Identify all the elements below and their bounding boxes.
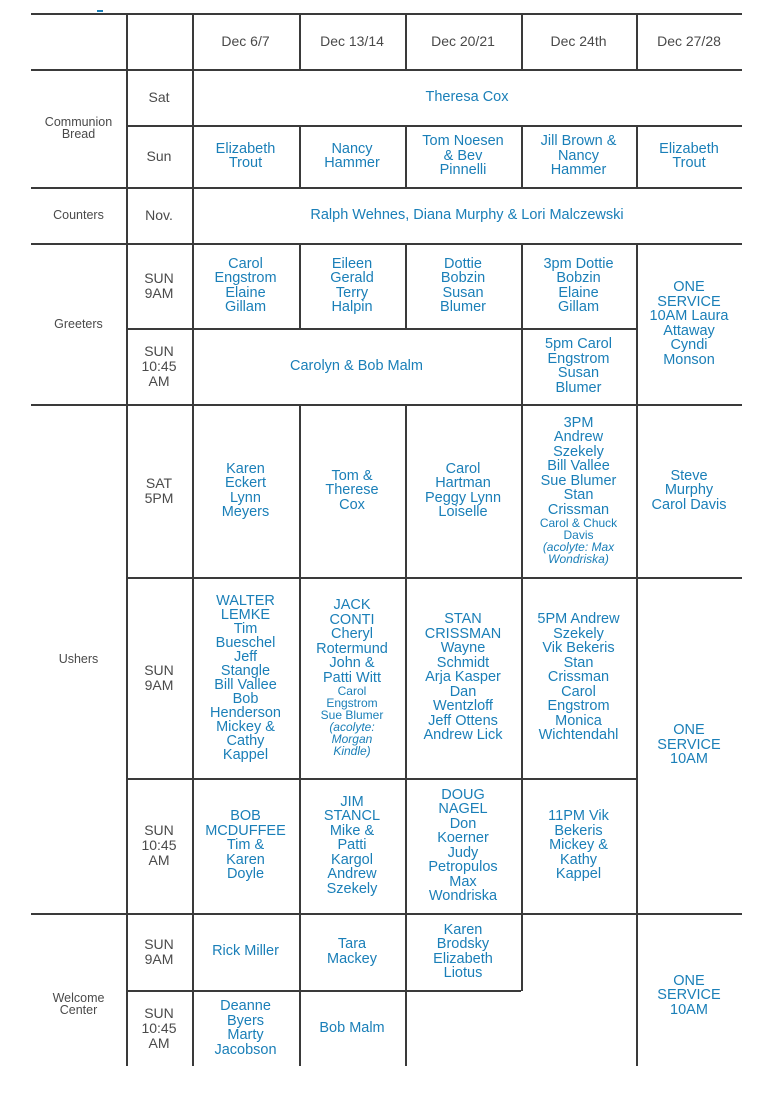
slot-greeters-sun1045: SUN 10:45 AM [141, 342, 177, 389]
role-counters: Counters [53, 208, 104, 222]
corner-mark [97, 10, 103, 12]
ushers-sat5-cell: Steve Murphy Carol Davis [651, 467, 727, 513]
slot-ushers-sun9: SUN 9AM [144, 661, 174, 693]
welcome-one-service-cell: ONE SERVICE 10AM [657, 972, 721, 1018]
ushers-sun1045-cell: BOB MCDUFFEE Tim & Karen Doyle [205, 808, 286, 883]
greeters-sun1045-dec24-cell: 5pm Carol Engstrom Susan Blumer [545, 336, 612, 396]
communion-sun-cell: Tom Noesen & Bev Pinnelli [422, 133, 504, 179]
communion-sun-cell: Elizabeth Trout [659, 140, 719, 171]
role-welcome-center: Welcome Center [52, 991, 105, 1017]
ushers-sun1045-cell: 11PM Vik Bekeris Mickey & Kathy Kappel [548, 808, 609, 883]
ushers-sun9-dec13-main: JACK CONTI Cheryl Rotermund John & Patti Witt [316, 597, 388, 686]
communion-sun-cell: Elizabeth Trout [215, 140, 276, 171]
ushers-sun9-cell: STAN CRISSMAN Wayne Schmidt Arja Kasper Dan Wentzloff Jeff Ottens Andrew Lick [423, 611, 503, 744]
slot-ushers-sun1045: SUN 10:45 AM [141, 822, 177, 868]
slot-greeters-sun9: SUN 9AM [144, 269, 174, 301]
ushers-sat5-dec24-acolyte: (acolyte: Max Wondriska) [542, 540, 615, 567]
welcome-sun9-cell: Karen Brodsky Elizabeth Liotus [433, 921, 493, 981]
role-ushers: Ushers [58, 651, 99, 666]
greeters-sun9-cell: Eileen Gerald Terry Halpin [330, 255, 374, 315]
ushers-sun1045-cell: JIM STANCL Mike & Patti Kargol Andrew Szekely [323, 793, 381, 897]
greeters-one-service-cell: ONE SERVICE 10AM Laura Attaway Cyndi Monson [649, 279, 729, 368]
ushers-sat5-dec24-main: 3PM Andrew Szekely Bill Vallee Sue Blumer Stan Crissman [540, 414, 617, 518]
welcome-sun1045-cell: Deanne Byers Marty Jacobson [214, 998, 277, 1058]
column-header-dec13: Dec 13/14 [320, 33, 384, 49]
slot-ushers-sat5: SAT 5PM [144, 474, 174, 506]
greeters-sun9-cell: Dottie Bobzin Susan Blumer [440, 255, 486, 315]
welcome-sun9-cell: Tara Mackey [327, 936, 377, 967]
ushers-sun9-dec13-acolyte: (acolyte: Morgan Kindle) [329, 720, 375, 758]
ushers-one-service-cell: ONE SERVICE 10AM [657, 722, 721, 768]
communion-sun-cell: Jill Brown & Nancy Hammer [540, 133, 617, 179]
column-header-dec6: Dec 6/7 [221, 33, 270, 49]
column-header-dec24: Dec 24th [550, 33, 607, 49]
ushers-sun1045-cell: DOUG NAGEL Don Koerner Judy Petropulos Max Wondriska [428, 786, 498, 904]
communion-sat-cell: Theresa Cox [425, 88, 509, 105]
col-divider [521, 913, 523, 991]
greeters-sun9-cell: 3pm Dottie Bobzin Elaine Gillam [543, 255, 614, 315]
ushers-sun9-cell: WALTER LEMKE Tim Bueschel Jeff Stangle Bill Vallee Bob Henderson Mickey & Cathy Kappel [210, 592, 281, 763]
welcome-sun1045-cell: Bob Malm [319, 1019, 385, 1036]
column-header-dec20: Dec 20/21 [431, 33, 495, 49]
greeters-sun9-cell: Carol Engstrom Elaine Gillam [214, 255, 277, 315]
role-communion-bread: Communion Bread [44, 115, 113, 141]
ushers-sun9-cell: 5PM Andrew Szekely Vik Bekeris Stan Crissman Carol Engstrom Monica Wichtendahl [537, 611, 620, 744]
role-greeters: Greeters [54, 316, 103, 331]
greeters-sun1045-span-cell: Carolyn & Bob Malm [290, 357, 423, 374]
ushers-sat5-cell: Karen Eckert Lynn Meyers [221, 460, 270, 520]
ushers-sat5-dec24-cell [521, 404, 636, 577]
slot-sun: Sun [146, 147, 172, 164]
ushers-sun9-dec13-cell [299, 577, 405, 778]
welcome-sun9-cell: Rick Miller [212, 943, 279, 960]
slot-sat: Sat [148, 88, 170, 105]
counters-cell: Ralph Wehnes, Diana Murphy & Lori Malczewski [310, 206, 624, 223]
ushers-sun9-dec13-small: Carol Engstrom Sue Blumer [320, 684, 384, 722]
column-header-dec27: Dec 27/28 [657, 33, 721, 49]
slot-welcome-sun9: SUN 9AM [144, 935, 174, 967]
ushers-sat5-cell: Tom & Therese Cox [325, 467, 379, 513]
ushers-sat5-dec24-small: Carol & Chuck Davis [539, 516, 618, 543]
slot-nov: Nov. [145, 206, 173, 223]
ushers-sat5-cell: Carol Hartman Peggy Lynn Loiselle [424, 460, 502, 520]
slot-welcome-sun1045: SUN 10:45 AM [141, 1004, 177, 1051]
communion-sun-cell: Nancy Hammer [324, 140, 380, 171]
